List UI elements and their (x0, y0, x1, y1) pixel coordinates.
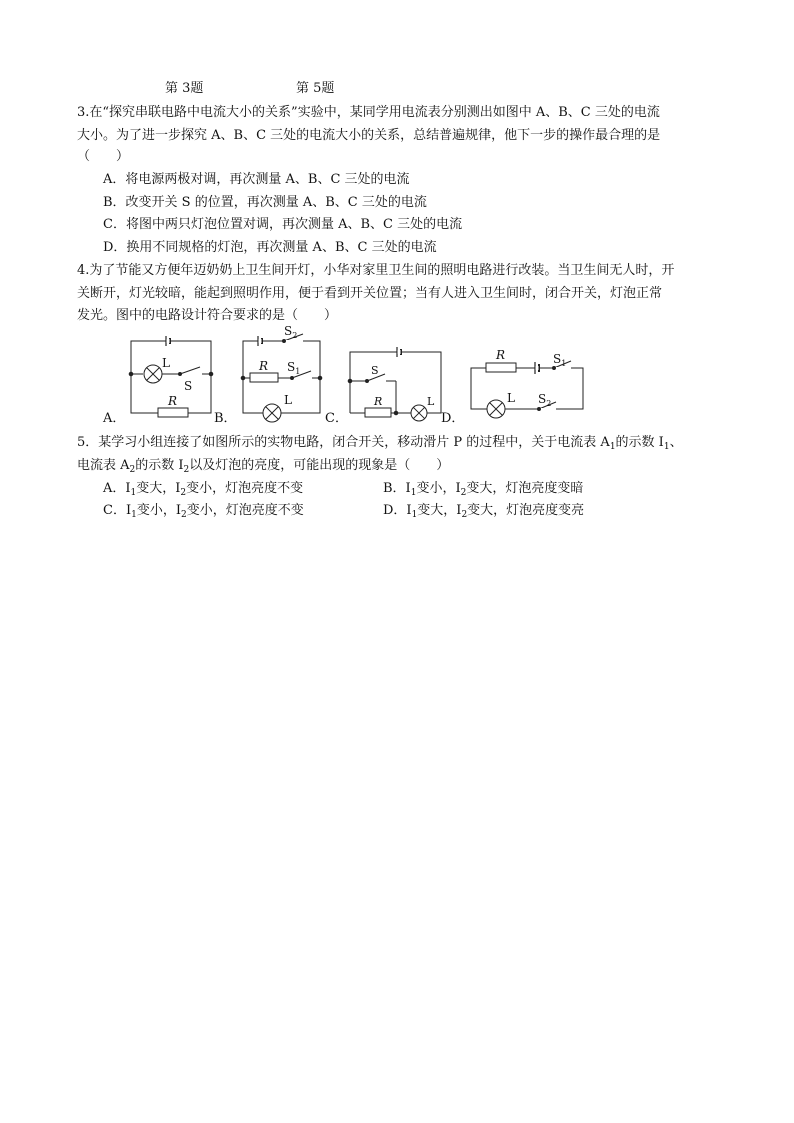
q5-stem-line1: 5．某学习小组连接了如图所示的实物电路，闭合开关，移动滑片 P 的过程中，关于电流表 $A_1$的示数 $I_1$、 (77, 435, 683, 452)
q3-option-b: B．改变开关 S 的位置，再次测量 A、B、C 三处的电流 (103, 195, 427, 210)
label-b-resistor: R (259, 359, 269, 373)
label-b-switch2: $S_2$ (284, 324, 298, 340)
q5-option-a: A．$I_1$变大，$I_2$变小，灯泡亮度不变 (103, 481, 304, 498)
label-a-resistor: R (168, 394, 178, 408)
circuit-label-d: D． (441, 411, 465, 426)
q3-option-c: C．将图中两只灯泡位置对调，再次测量 A、B、C 三处的电流 (103, 217, 463, 232)
resistor-icon (486, 363, 516, 372)
q3-stem-line2: 大小。为了进一步探究 A、B、C 三处的电流大小的关系，总结普遍规律，他下一步的操作最合理的是 (77, 128, 661, 143)
q5-stem-line2: 电流表 $A_2$的示数 $I_2$以及灯泡的亮度，可能出现的现象是（ ） (77, 458, 450, 475)
figure-caption-q5: 第 5题 (296, 81, 335, 96)
resistor-icon (158, 408, 188, 417)
label-d-resistor: R (496, 348, 506, 362)
circuit-b (241, 334, 322, 422)
q3-option-d: D．换用不同规格的灯泡，再次测量 A、B、C 三处的电流 (103, 240, 437, 255)
circuit-label-c: C． (325, 411, 348, 426)
label-d-lamp: L (507, 391, 515, 405)
q3-option-a: A．将电源两极对调，再次测量 A、B、C 三处的电流 (103, 172, 410, 187)
q5-option-d: D．$I_1$变大，$I_2$变大，灯泡亮度变亮 (383, 503, 585, 520)
q4-circuit-diagrams (0, 0, 794, 440)
resistor-icon (250, 373, 278, 382)
q4-stem-line3: 发光。图中的电路设计符合要求的是（ ） (77, 308, 338, 323)
label-b-switch1: $S_1$ (287, 360, 301, 376)
switch-icon (180, 367, 200, 374)
label-b-lamp: L (284, 393, 292, 407)
label-c-switch: S (371, 364, 379, 377)
circuit-c (348, 347, 441, 421)
label-d-switch1: $S_1$ (553, 352, 567, 368)
q3-stem-line1: 3.在“探究串联电路中电流大小的关系”实验中，某同学用电流表分别测出如图中 A、B、C 三处的电流 (77, 105, 660, 120)
resistor-icon (365, 408, 391, 417)
q4-stem-line2: 关断开，灯光较暗，能起到照明作用，便于看到开关位置；当有人进入卫生间时，闭合开关，灯泡正常 (77, 286, 663, 301)
q4-stem-line1: 4.为了节能又方便年迈奶奶上卫生间开灯，小华对家里卫生间的照明电路进行改装。当卫生间无人时，开 (77, 263, 675, 278)
label-a-switch: S (184, 379, 193, 393)
circuit-label-a: A． (103, 411, 126, 426)
q5-option-b: B．$I_1$变小，$I_2$变大，灯泡亮度变暗 (383, 481, 584, 498)
label-c-resistor: R (374, 395, 383, 408)
q5-option-c: C．$I_1$变小，$I_2$变小，灯泡亮度不变 (103, 503, 304, 520)
q3-stem-line3: （ ） (77, 149, 130, 164)
figure-caption-q3: 第 3题 (165, 81, 204, 96)
label-d-switch2: $S_2$ (538, 392, 552, 408)
label-c-lamp: L (427, 395, 435, 408)
circuit-d (471, 361, 583, 418)
circuit-label-b: B． (214, 411, 237, 426)
label-a-lamp: L (162, 356, 170, 370)
